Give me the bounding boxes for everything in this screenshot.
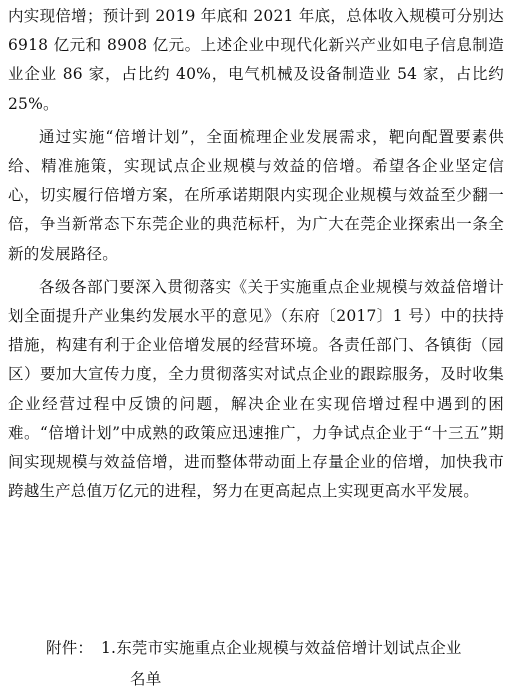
paragraph-implementation-measures: 各级各部门要深入贯彻落实《关于实施重点企业规模与效益倍增计划全面提升产业集约发展水平的意见》（东府〔2017〕1 号）中的扶持措施，构建有利于企业倍增发展的经营环境。各责任部门、各镇街（园区）要加大宣传力度，全力贯彻落实对试点企业的跟踪服务，及时收集企业经营过程中反馈的问题，解决企业在实现倍增过程中遇到的困难。“倍增计划”中成熟的政策应迅速推广，力争试点企业于“十三五”期间实现规模与效益倍增，进而整体带动面上存量企业的倍增，加快我市跨越生产总值万亿元的进程，努力在更高起点上实现更高水平发展。 bbox=[8, 277, 504, 501]
attachment-item: 1.东莞市实施重点企业规模与效益倍增计划试点企业 bbox=[101, 639, 462, 657]
attachment-item-continuation: 名单 bbox=[130, 670, 162, 688]
attachment-label: 附件： bbox=[46, 639, 94, 657]
paragraph-growth-forecast: 内实现倍增；预计到 2019 年底和 2021 年底，总体收入规模可分别达 6918 亿元和 8908 亿元。上述企业中现代化新兴产业如电子信息制造业企业 86 家，占比约 40%，电气机械及设备制造业 54 家，占比约 25%。 bbox=[8, 7, 504, 113]
attachment-section bbox=[46, 633, 506, 695]
document-body bbox=[8, 2, 504, 506]
attachment-row bbox=[46, 633, 506, 664]
paragraph-doubling-plan: 通过实施“倍增计划”，全面梳理企业发展需求，靶向配置要素供给、精准施策，实现试点企业规模与效益的倍增。希望各企业坚定信心，切实履行倍增方案，在所承诺期限内实现企业规模与效益至少翻一倍，争当新常态下东莞企业的典范标杆，为广大在莞企业探索出一条全新的发展路径。 bbox=[8, 127, 504, 263]
